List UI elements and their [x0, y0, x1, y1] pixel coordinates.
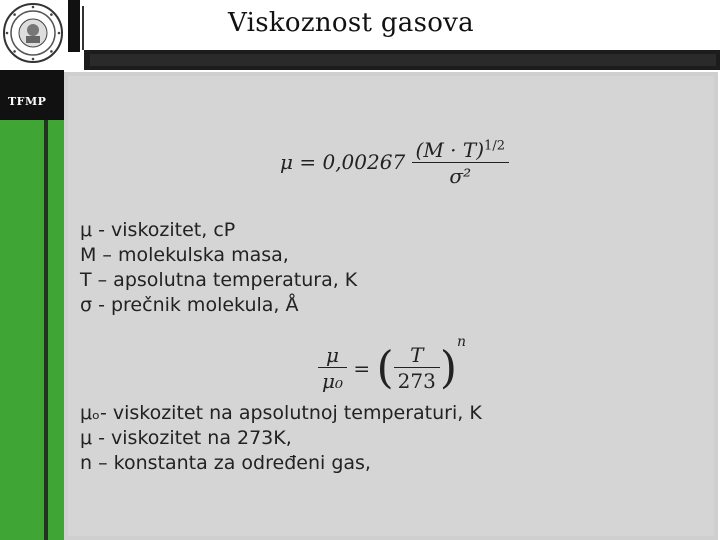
header-rule-inner	[90, 54, 716, 66]
definitions-list-1	[80, 218, 357, 318]
header-divider	[68, 0, 80, 52]
university-seal-icon	[2, 2, 64, 64]
right-numerator: T	[394, 343, 440, 368]
viscosity-formula	[280, 138, 509, 189]
equals-sign: =	[353, 356, 371, 381]
definition-line: μ - viskozitet na 273K,	[80, 427, 292, 450]
slide-header	[0, 0, 720, 70]
formula-fraction	[412, 138, 509, 189]
definition-line: μₒ- viskozitet na apsolutnoj temperaturi, K	[80, 402, 482, 424]
right-paren: )	[439, 342, 458, 394]
formula-lhs: μ = 0,00267	[280, 150, 406, 174]
left-fraction	[318, 343, 347, 394]
numerator-exponent: 1/2	[484, 138, 505, 154]
sidebar-stripe	[44, 120, 48, 540]
temperature-ratio-formula	[318, 334, 466, 394]
right-fraction	[394, 343, 440, 394]
definition-line: μ - viskozitet, cP	[80, 219, 236, 241]
header-divider-thin	[82, 6, 84, 50]
left-denominator: μ₀	[322, 369, 344, 393]
definition-line: T – apsolutna temperatura, K	[80, 269, 358, 292]
numerator-text: (M · T)	[415, 138, 485, 162]
definition-line: σ - prečnik molekula, Å	[80, 294, 299, 317]
slide-title: Viskoznost gasova	[228, 8, 474, 38]
definition-line: n – konstanta za određeni gas,	[80, 452, 371, 475]
left-paren: (	[376, 342, 394, 394]
sidebar-green-band	[0, 120, 64, 540]
ratio-exponent: n	[457, 334, 467, 350]
definitions-list-2	[80, 401, 482, 476]
right-denominator: 273	[397, 369, 436, 393]
sidebar-label: TFMP	[8, 95, 47, 108]
formula-numerator	[412, 138, 509, 163]
definition-line: M – molekulska masa,	[80, 244, 289, 267]
formula-denominator: σ²	[449, 164, 472, 188]
left-numerator: μ	[318, 343, 347, 368]
